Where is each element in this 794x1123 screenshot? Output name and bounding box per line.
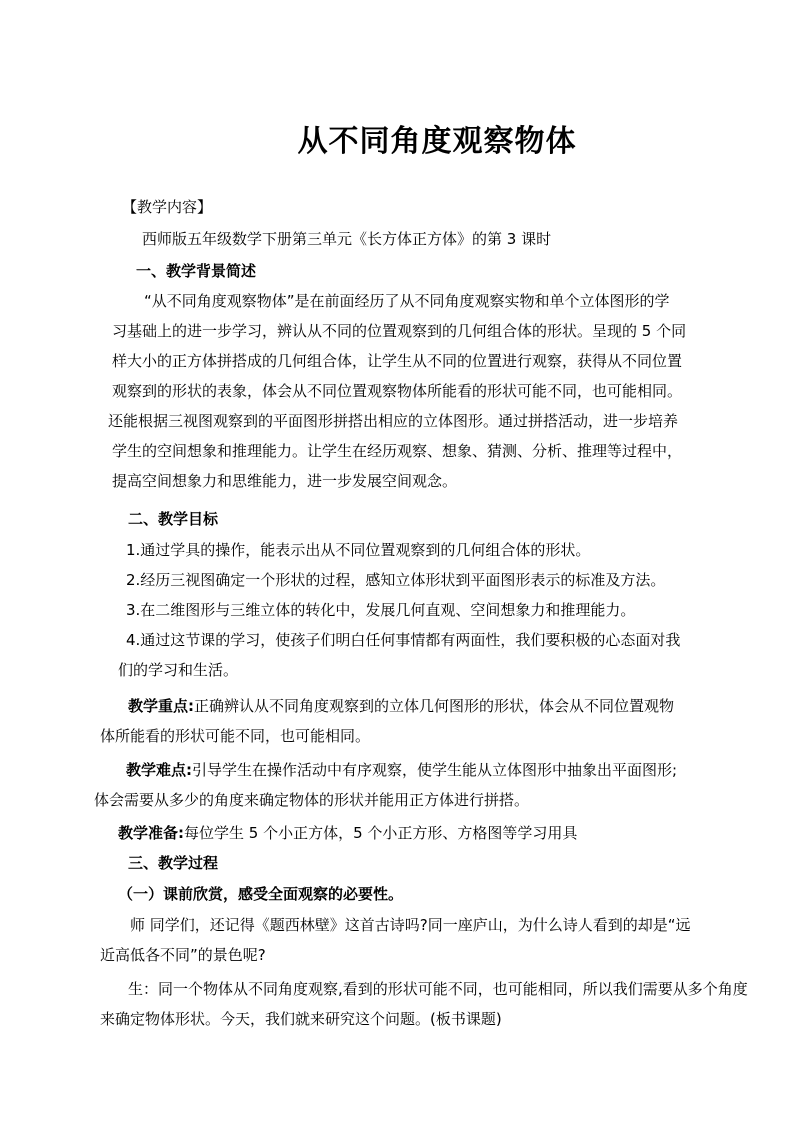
goal-item: 1.通过学具的操作，能表示出从不同位置观察到的几何组合体的形状。: [126, 541, 591, 559]
page-title: 从不同角度观察物体: [297, 124, 577, 159]
goals-list: [118, 535, 681, 685]
background-line: 提高空间想象力和思维能力，进一步发展空间观念。: [112, 472, 458, 490]
difficulty-text: 引导学生在操作活动中有序观察，使学生能从立体图形中抽象出平面图形;: [192, 761, 678, 779]
section-heading-process: 三、教学过程: [128, 854, 219, 872]
teacher-paragraph: [100, 910, 691, 970]
prep-label: 教学准备:: [118, 824, 184, 842]
key-point-paragraph: [100, 691, 674, 751]
background-line: 样大小的正方体拼搭成的几何组合体，让学生从不同的位置进行观察，获得从不同位置: [112, 352, 683, 370]
prep-text: 每位学生 5 个小正方体，5 个小正方形、方格图等学习用具: [184, 824, 578, 842]
section-heading-background: 一、教学背景简述: [136, 262, 257, 280]
content-text: 西师版五年级数学下册第三单元《长方体正方体》的第 3 课时: [142, 230, 552, 248]
key-point-text: 正确辨认从不同角度观察到的立体几何图形的形状，体会从不同位置观物: [194, 697, 675, 715]
goal-item-continuation: 们的学习和生活。: [118, 661, 239, 679]
key-point-label: 教学重点:: [128, 697, 194, 715]
subsection-heading: （一）课前欣赏，感受全面观察的必要性。: [118, 885, 404, 903]
student-line: 生：同一个物体从不同角度观察,看到的形状可能不同，也可能相同，所以我们需要从多个角度: [128, 980, 748, 998]
goal-item: 2.经历三视图确定一个形状的过程，感知立体形状到平面图形表示的标准及方法。: [126, 571, 666, 589]
background-line: 观察到的形状的表象，体会从不同位置观察物体所能看的形状可能不同，也可能相同。: [112, 382, 683, 400]
goal-item: 3.在二维图形与三维立体的转化中，发展几何直观、空间想象力和推理能力。: [126, 601, 636, 619]
background-line: “从不同角度观察物体”是在前面经历了从不同角度观察实物和单个立体图形的学: [144, 292, 670, 310]
teacher-line: 近高低各不同”的景色呢?: [100, 946, 266, 964]
key-point-text: 体所能看的形状可能不同，也可能相同。: [100, 727, 371, 745]
section-heading-goals: 二、教学目标: [128, 510, 219, 528]
prep-line: [118, 823, 577, 843]
goal-item: 4.通过这节课的学习，使孩子们明白任何事情都有两面性，我们要积极的心态面对我: [126, 631, 681, 649]
difficulty-label: 教学难点:: [126, 761, 192, 779]
content-heading: 【教学内容】: [122, 198, 213, 216]
student-line: 来确定物体形状。今天，我们就来研究这个问题。(板书课题): [100, 1010, 502, 1028]
background-paragraph: [108, 286, 686, 496]
student-paragraph: [100, 974, 748, 1034]
background-line: 还能根据三视图观察到的平面图形拼搭出相应的立体图形。通过拼搭活动，进一步培养: [108, 412, 679, 430]
background-line: 习基础上的进一步学习，辨认从不同的位置观察到的几何组合体的形状。呈现的 5 个同: [112, 322, 687, 340]
difficulty-paragraph: [94, 755, 677, 815]
background-line: 学生的空间想象和推理能力。让学生在经历观察、想象、猜测、分析、推理等过程中，: [112, 442, 683, 460]
difficulty-text: 体会需要从多少的角度来确定物体的形状并能用正方体进行拼搭。: [94, 791, 530, 809]
teacher-line: 师 同学们，还记得《题西林壁》这首古诗吗?同一座庐山，为什么诗人看到的却是“远: [130, 916, 691, 934]
